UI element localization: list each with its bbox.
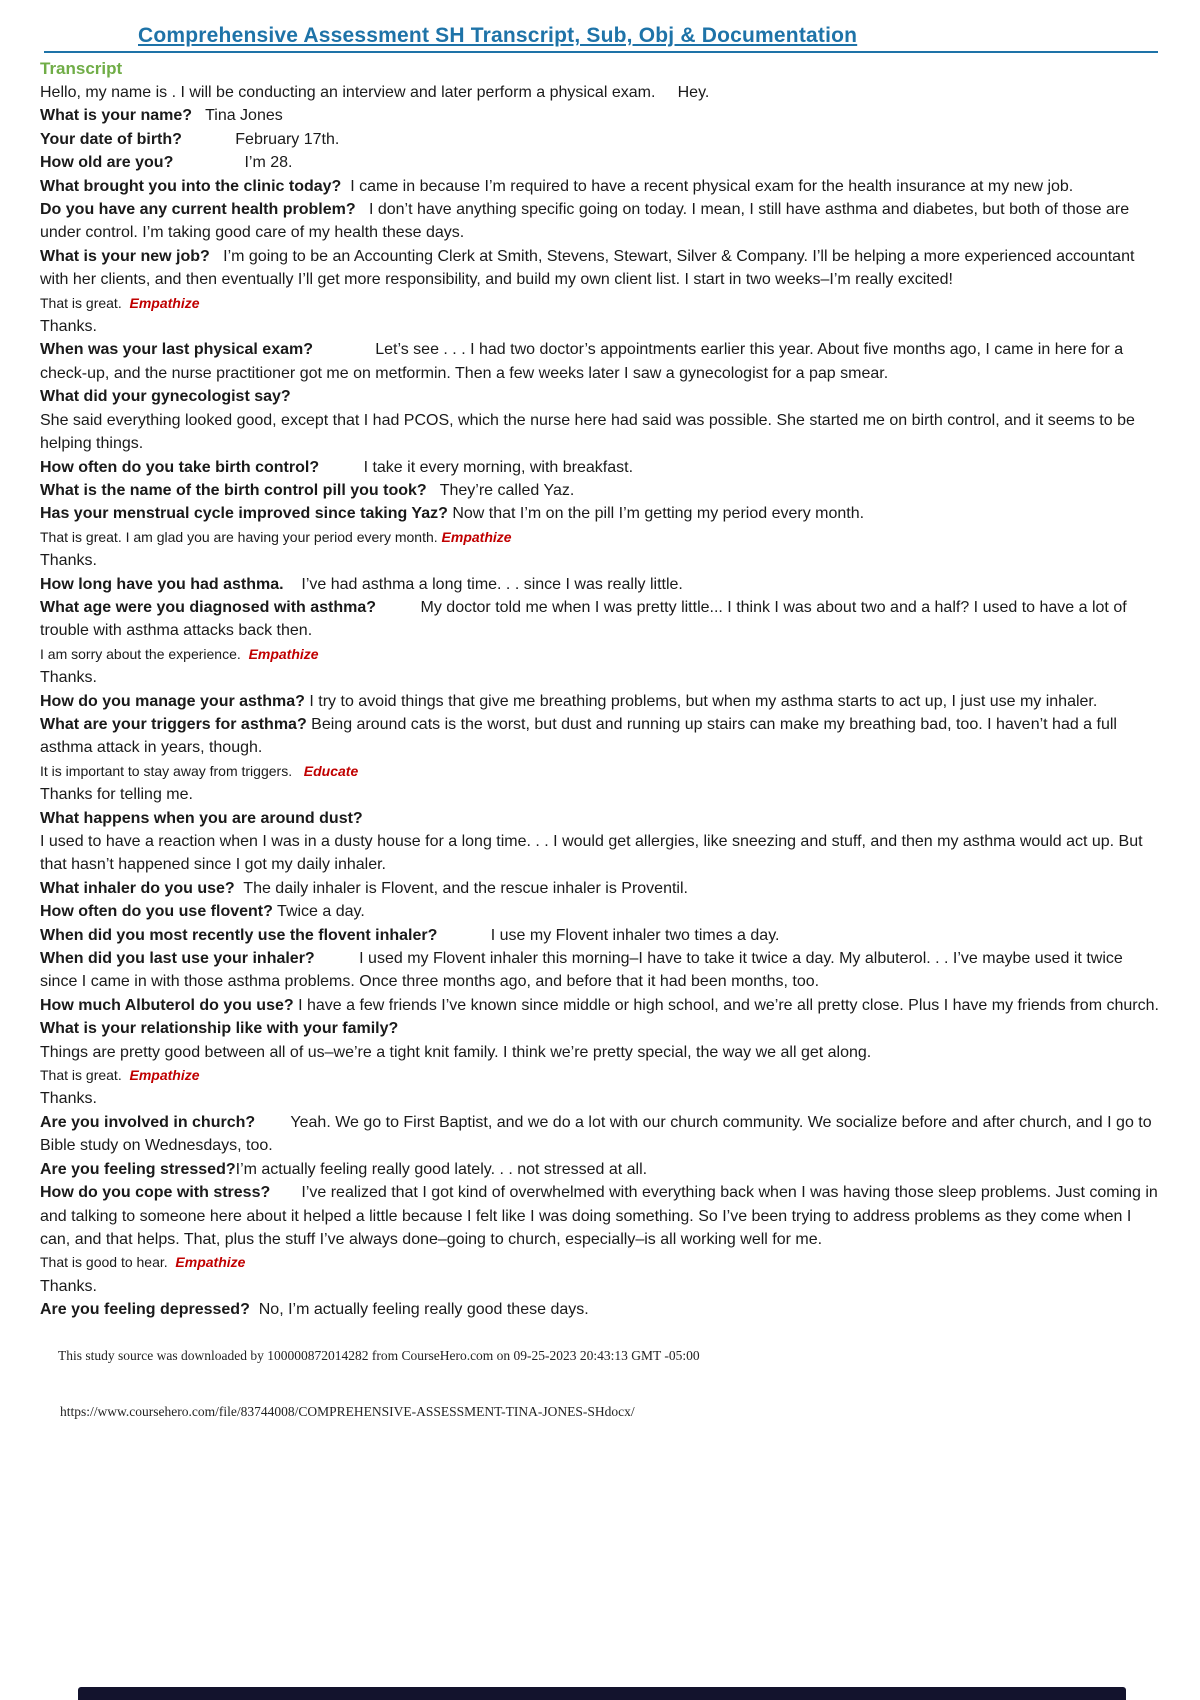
transcript-paragraph xyxy=(40,151,1162,174)
question-text: How do you manage your asthma? xyxy=(40,692,305,710)
coaching-tag: Empathize xyxy=(129,294,200,311)
transcript-paragraph xyxy=(40,456,1162,479)
answer-text: They’re called Yaz. xyxy=(426,481,575,499)
question-text: What age were you diagnosed with asthma? xyxy=(40,598,377,616)
question-text: Has your menstrual cycle improved since taking Yaz? xyxy=(40,505,448,523)
answer-text: Thanks for telling me. xyxy=(40,786,193,804)
transcript-paragraph xyxy=(40,549,1162,572)
answer-text: Thanks. xyxy=(40,669,97,687)
answer-text: Hello, my name is . I will be conducting an interview and later perform a physical exam. Hey. xyxy=(40,84,710,101)
transcript-paragraph xyxy=(40,409,1162,456)
answer-text: Let’s see . . . I had two doctor’s appointments earlier this year. About five months ago, I came in here for a check-up, and the nurse practitioner got me on metformin. Then a few weeks later I saw a gynecologist for a pap smear. xyxy=(40,341,1128,382)
answer-text: Twice a day. xyxy=(272,903,365,921)
answer-text: That is good to hear. xyxy=(40,1254,176,1271)
answer-text: I have a few friends I’ve known since middle or high school, and we’re all pretty close. Plus I have my friends from church. xyxy=(293,996,1159,1014)
question-text: Do you have any current health problem? xyxy=(40,201,356,219)
transcript-paragraph xyxy=(40,315,1162,338)
transcript-paragraph xyxy=(40,994,1162,1017)
answer-text: That is great. xyxy=(40,294,130,311)
transcript-paragraph xyxy=(40,1017,1162,1040)
answer-text: My doctor told me when I was pretty little... I think I was about two and a half? I used to have a lot of trouble with asthma attacks back then. xyxy=(40,598,1132,640)
answer-text: I don’t have anything specific going on today. I mean, I still have asthma and diabetes, but both of those are under control. I’m taking good care of my health these days. xyxy=(40,201,1134,242)
transcript-paragraph xyxy=(40,526,1162,549)
question-text: When did you most recently use the flovent inhaler? xyxy=(40,926,438,944)
answer-text: I take it every morning, with breakfast. xyxy=(319,458,634,476)
question-text: Your date of birth? xyxy=(40,130,182,148)
question-text: What is your relationship like with your family? xyxy=(40,1020,399,1038)
answer-text: That is great. xyxy=(40,1067,130,1084)
answer-text: Thanks. xyxy=(40,552,97,570)
answer-text: No, I’m actually feeling really good these days. xyxy=(249,1301,589,1319)
question-text: When did you last use your inhaler? xyxy=(40,950,315,968)
question-text: How often do you use flovent? xyxy=(40,903,273,921)
transcript-paragraph xyxy=(40,643,1162,666)
answer-text: I try to avoid things that give me breathing problems, but when my asthma starts to act up, I just use my inhaler. xyxy=(304,692,1098,710)
answer-text: Tina Jones xyxy=(192,107,283,125)
transcript-paragraph xyxy=(40,1298,1162,1321)
transcript-paragraph xyxy=(40,385,1162,408)
transcript-paragraph xyxy=(40,502,1162,525)
question-text: How much Albuterol do you use? xyxy=(40,996,294,1014)
question-text: What are your triggers for asthma? xyxy=(40,715,307,733)
title-underline-rule xyxy=(44,24,1158,53)
transcript-paragraph xyxy=(40,479,1162,502)
transcript-paragraph xyxy=(40,128,1162,151)
answer-text: Thanks. xyxy=(40,318,97,336)
transcript-paragraph xyxy=(40,900,1162,923)
answer-text: Thanks. xyxy=(40,1277,97,1295)
transcript-paragraph xyxy=(40,713,1162,760)
coaching-tag: Educate xyxy=(303,762,359,779)
answer-text: February 17th. xyxy=(181,130,340,148)
transcript-paragraph xyxy=(40,245,1162,292)
question-text: When was your last physical exam? xyxy=(40,341,313,359)
transcript-paragraph xyxy=(40,1087,1162,1110)
document-title: Comprehensive Assessment SH Transcript, Sub, Obj & Documentation xyxy=(138,24,858,47)
question-text: What is your new job? xyxy=(40,247,210,265)
transcript-paragraph xyxy=(40,807,1162,830)
transcript-paragraph xyxy=(40,104,1162,127)
transcript-paragraph xyxy=(40,81,1162,104)
question-text: Are you feeling stressed? xyxy=(40,1160,236,1178)
transcript-paragraph xyxy=(40,573,1162,596)
coaching-tag: Empathize xyxy=(129,1067,200,1084)
transcript-paragraph xyxy=(40,1041,1162,1064)
next-page-edge-bar xyxy=(78,1687,1126,1700)
transcript-paragraph xyxy=(40,783,1162,806)
answer-text: That is great. I am glad you are having your period every month. xyxy=(40,528,442,545)
answer-text: The daily inhaler is Flovent, and the rescue inhaler is Proventil. xyxy=(234,879,688,897)
coaching-tag: Empathize xyxy=(175,1254,246,1271)
transcript-paragraph xyxy=(40,1181,1162,1251)
question-text: Are you feeling depressed? xyxy=(40,1301,250,1319)
answer-text: She said everything looked good, except that I had PCOS, which the nurse here had said was possible. She started me on birth control, and it seems to be helping things. xyxy=(40,411,1140,453)
transcript-paragraph xyxy=(40,596,1162,643)
question-text: How do you cope with stress? xyxy=(40,1184,271,1202)
answer-text: Thanks. xyxy=(40,1090,97,1108)
transcript-paragraph xyxy=(40,1064,1162,1087)
transcript-paragraph xyxy=(40,338,1162,385)
answer-text: I’ve had asthma a long time. . . since I was really little. xyxy=(283,575,683,593)
transcript-paragraph xyxy=(40,1251,1162,1274)
transcript-paragraph xyxy=(40,924,1162,947)
question-text: How old are you? xyxy=(40,154,174,172)
coaching-tag: Empathize xyxy=(441,528,512,545)
question-text: What is your name? xyxy=(40,107,193,125)
coaching-tag: Empathize xyxy=(248,645,319,662)
answer-text: I am sorry about the experience. xyxy=(40,645,249,662)
answer-text: I use my Flovent inhaler two times a day. xyxy=(437,926,780,944)
download-note: This study source was downloaded by 100000872014282 from CourseHero.com on 09-25-2023 20:43:13 GMT -05:00 xyxy=(58,1347,700,1363)
question-text: What brought you into the clinic today? xyxy=(40,177,342,195)
answer-text: I used to have a reaction when I was in a dusty house for a long time. . . I would get allergies, like sneezing and stuff, and then my asthma would act up. But that hasn’t happened since I got my daily inhaler. xyxy=(40,833,1148,874)
answer-text: I’m 28. xyxy=(173,154,293,172)
transcript-paragraph xyxy=(40,947,1162,994)
transcript-paragraph xyxy=(40,198,1162,245)
question-text: What is the name of the birth control pill you took? xyxy=(40,481,427,499)
answer-text: Now that I’m on the pill I’m getting my period every month. xyxy=(447,505,865,523)
transcript-paragraph xyxy=(40,175,1162,198)
transcript-body xyxy=(40,81,1162,1322)
transcript-paragraph xyxy=(40,690,1162,713)
answer-text: Yeah. We go to First Baptist, and we do a lot with our church community. We socialize before and after church, and I go to Bible study on Wednesdays, too. xyxy=(40,1113,1157,1155)
transcript-paragraph xyxy=(40,292,1162,315)
answer-text: I’m actually feeling really good lately. . . not stressed at all. xyxy=(235,1160,648,1178)
transcript-paragraph xyxy=(40,1158,1162,1181)
answer-text: Things are pretty good between all of us–we’re a tight knit family. I think we’re pretty special, the way we all get along. xyxy=(40,1043,872,1061)
section-heading-transcript: Transcript xyxy=(40,59,123,78)
question-text: What did your gynecologist say? xyxy=(40,388,291,406)
transcript-paragraph xyxy=(40,830,1162,877)
transcript-paragraph xyxy=(40,760,1162,783)
answer-text: I’m going to be an Accounting Clerk at Smith, Stevens, Stewart, Silver & Company. I’ll be helping a more experienced accountant with her clients, and then eventually I’ll get more responsibility, and build my own client list. I start in two weeks–I’m really excited! xyxy=(40,247,1139,289)
transcript-paragraph xyxy=(40,666,1162,689)
transcript-paragraph xyxy=(40,877,1162,900)
question-text: What inhaler do you use? xyxy=(40,879,235,897)
answer-text: I’ve realized that I got kind of overwhelmed with everything back when I was having those sleep problems. Just coming in and talking to someone here about it helped a little because I felt like I was doing something. So I’ve been trying to address problems as they come when I can, and that helps. That, plus the stuff I’ve always done–going to church, especially–is all working well for me. xyxy=(40,1184,1163,1248)
source-url-link[interactable]: https://www.coursehero.com/file/83744008/COMPREHENSIVE-ASSESSMENT-TINA-JONES-SHdocx/ xyxy=(60,1403,635,1419)
question-text: How often do you take birth control? xyxy=(40,458,320,476)
transcript-paragraph xyxy=(40,1275,1162,1298)
transcript-paragraph xyxy=(40,1111,1162,1158)
question-text: How long have you had asthma. xyxy=(40,575,284,593)
question-text: Are you involved in church? xyxy=(40,1113,256,1131)
answer-text: I used my Flovent inhaler this morning–I have to take it twice a day. My albuterol. . . I’ve maybe used it twice since I came in with those asthma problems. Once three months ago, and before that it had been months, too. xyxy=(40,950,1128,991)
question-text: What happens when you are around dust? xyxy=(40,809,363,827)
answer-text: I came in because I’m required to have a recent physical exam for the health insurance at my new job. xyxy=(341,177,1074,195)
answer-text: It is important to stay away from triggers. xyxy=(40,762,304,779)
answer-text: Being around cats is the worst, but dust and running up stairs can make my breathing bad, too. I haven’t had a full asthma attack in years, though. xyxy=(40,715,1122,757)
